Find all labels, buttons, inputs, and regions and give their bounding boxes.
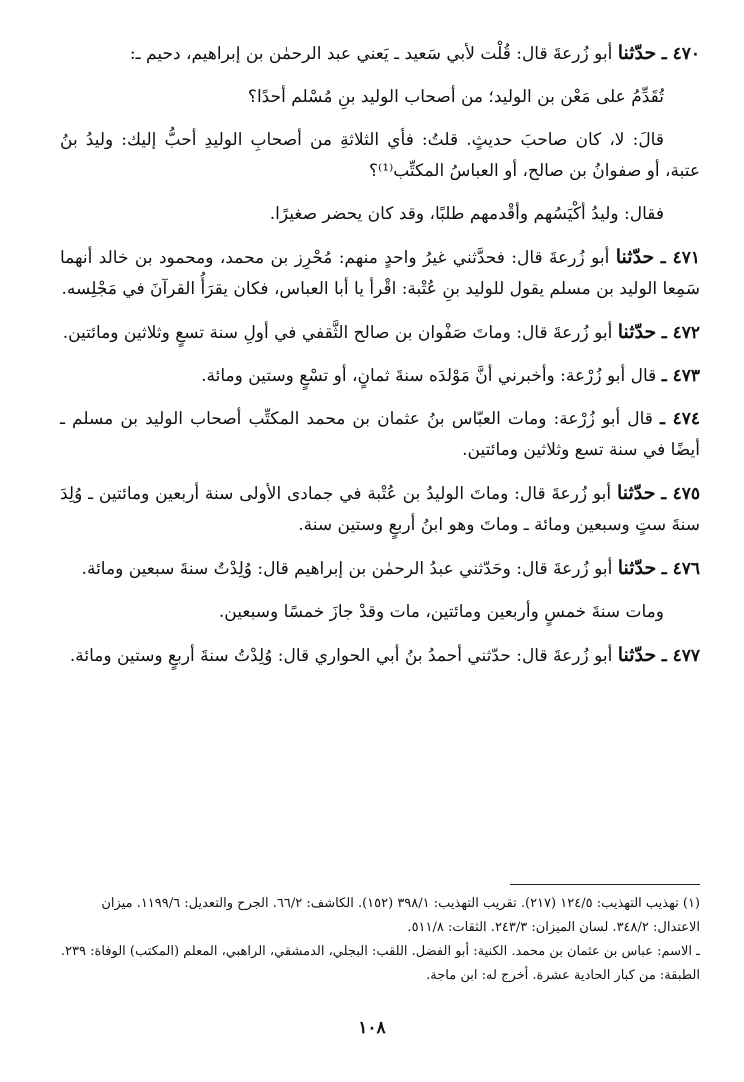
hadith-471: ٤٧١ ـ حدّثنا أبو زُرعةَ قال: فحدَّثني غيرُ واحدٍ منهم: مُحْرِز بن محمد، ومحمود بن خالد أنهما سَمِعا الوليد بن مسلم يقول للوليد بنِ عُتْبة: اقْرأ يا أبا العباس، فكان يقرَأُ القرآنَ في مَجْلِسه. (60, 246, 701, 299)
hadith-475: ٤٧٥ ـ حدّثنا أبو زُرعةَ قال: وماتَ الوليدُ بن عُتْبة في جمادى الأولى سنة أربعين ومائتين ـ وُلِدَ سنةَ ستٍ وسبعين ومائة ـ وماتَ وهو ابنُ أربعٍ وستين سنة. (60, 482, 701, 535)
page-number: ١٠٨ (358, 1018, 386, 1038)
hadith-470: ٤٧٠ ـ حدّثنا أبو زُرعةَ قال: قُلْت لأبي سَعيد ـ يَعني عبد الرحمٰن بن إبراهيم، دحيم ـ: (129, 42, 700, 64)
main-text (60, 38, 700, 672)
hadith-476-continuation: ومات سنةَ خمسٍ وأربعين ومائتين، مات وقدْ جازَ خمسًا وسبعين. (218, 602, 664, 622)
hadith-472: ٤٧٢ ـ حدّثنا أبو زُرعةَ قال: وماتَ صَفْوان بن صالح الثَّقفي في أولِ سنة تسعٍ وثلاثين ومائتين. (62, 321, 700, 343)
hadith-470-question: تُقَدِّمُ على مَعْن بن الوليد؛ من أصحاب الوليد بنِ مُسْلم أحدًا؟ (247, 87, 664, 107)
hadith-470-conclusion: فقال: وليدُ أكْيَسُهم وأقْدمهم طلبًا، وقد كان يحضر صغيرًا. (269, 204, 664, 224)
hadith-474: ٤٧٤ ـ قال أبو زُرْعة: ومات العبّاس بنُ عثمان بن محمد المكتِّب أصحاب الوليد بن مسلم ـ أيضًا في سنة تسع وثلاثين ومائتين. (60, 409, 700, 460)
hadith-473: ٤٧٣ ـ قال أبو زُرْعة: وأخبرني أنَّ مَوْلدَه سنةَ ثمانٍ، أو تسْعٍ وستين ومائة. (201, 366, 700, 386)
footnote-divider (510, 884, 700, 885)
hadith-477: ٤٧٧ ـ حدّثنا أبو زُرعةَ قال: حدّثني أحمدُ بنُ أبي الحواري قال: وُلِدْتُ سنةَ أربعٍ وستين ومائة. (69, 644, 700, 666)
footnote-1: (١) تهذيب التهذيب: ١٢٤/٥ (٢١٧). تقريب التهذيب: ٣٩٨/١ (١٥٢). الكاشف: ٦٦/٢. الجرح والتعديل: ١١٩٩/٦. ميزان الاعتدال: ٣٤٨/٢. لسان الميزان: ٢٤٣/٣. الثقات: ٥١١/٨. (101, 896, 700, 935)
hadith-476: ٤٧٦ ـ حدّثنا أبو زُرعةَ قال: وحَدّثني عبدُ الرحمٰن بن إبراهيم قال: وُلِدْتُ سنةَ سبعين ومائة. (81, 557, 700, 579)
footnotes (56, 892, 700, 988)
hadith-470-answer: قالَ: لا، كان صاحبَ حديثٍ. قلتُ: فأي الثلاثةِ من أصحابِ الوليدِ أحبُّ إليك: وليدُ بنُ عتبة، أو صفوانُ بن صالح، أو العباسُ المكتِّب⁽¹⁾؟ (60, 130, 700, 181)
footnote-1-biography: ـ الاسم: عباس بن عثمان بن محمد. الكنية: أبو الفضل. اللقب: البجلي، الدمشقي، الراهبي، المعلم (المكتب) الوفاة: ٢٣٩. الطبقة: من كبار الحادية عشرة. أخرج له: ابن ماجة. (60, 944, 700, 983)
